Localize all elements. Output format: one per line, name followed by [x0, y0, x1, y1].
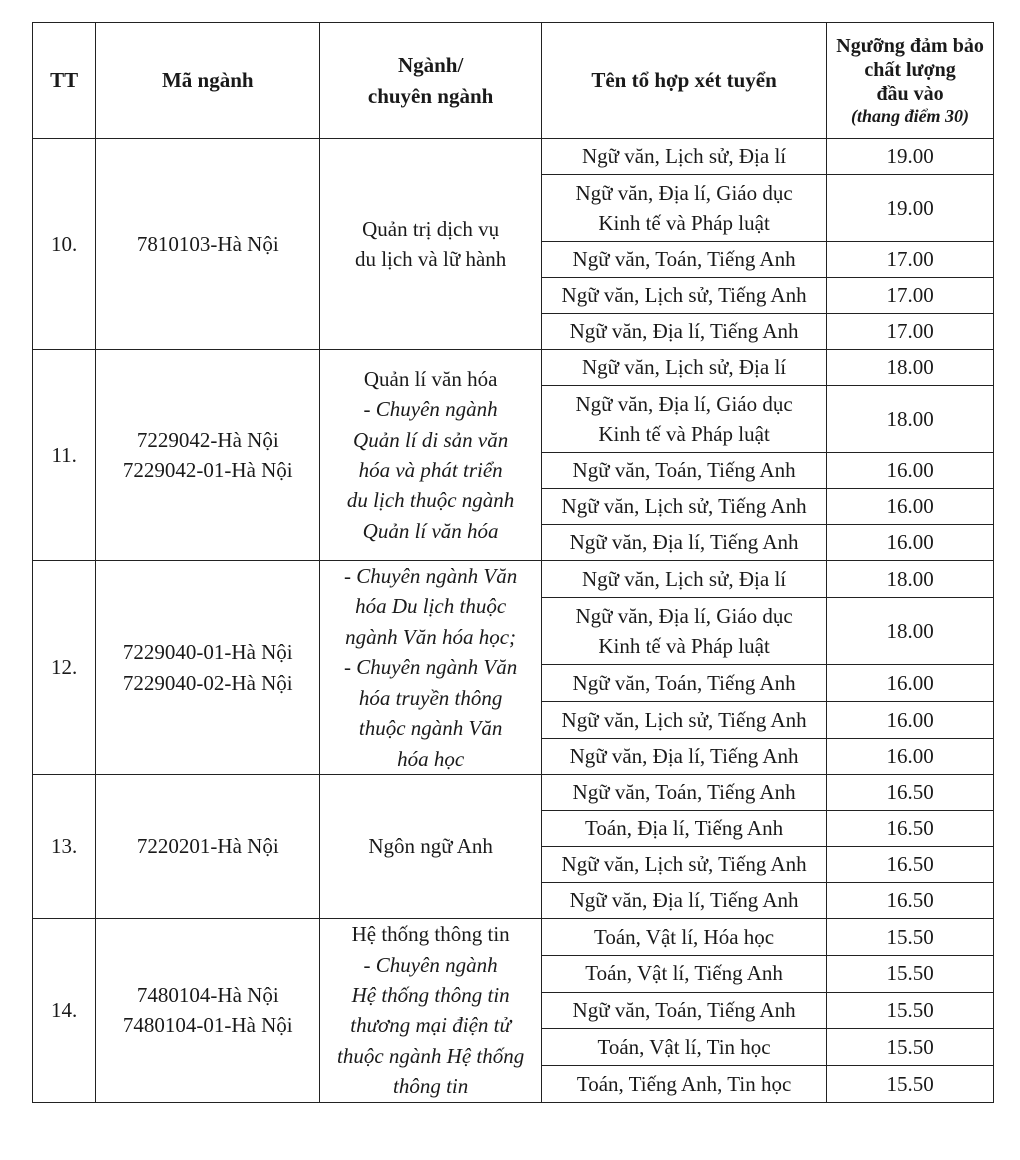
subject-combination: [542, 453, 827, 489]
subject-combination: [542, 525, 827, 561]
major-code: 7229040-01-Hà Nội: [122, 640, 293, 665]
major-name-cell: [320, 139, 542, 350]
subject-combination-line: Ngữ văn, Toán, Tiếng Anh: [572, 671, 796, 696]
subject-combination: [542, 597, 827, 665]
threshold-score: 15.50: [827, 1065, 994, 1102]
major-name-line: thuộc ngành Văn: [358, 716, 503, 741]
header-score-line2: chất lượng: [864, 58, 956, 81]
subject-combination: [542, 919, 827, 956]
row-number: 12.: [33, 561, 96, 775]
subject-combination: [542, 992, 827, 1029]
threshold-score: 18.00: [827, 597, 994, 665]
table-body: [33, 139, 994, 1103]
subject-combination: [542, 702, 827, 739]
header-tt: TT: [33, 23, 96, 139]
subject-combination: [542, 489, 827, 525]
admissions-table: [32, 22, 994, 1103]
subject-combination-line: Ngữ văn, Lịch sử, Tiếng Anh: [561, 852, 807, 877]
subject-combination-line: Ngữ văn, Địa lí, Giáo dục: [575, 180, 793, 205]
subject-combination: [542, 175, 827, 242]
subject-combination: [542, 883, 827, 919]
subject-combination-line: Toán, Địa lí, Tiếng Anh: [585, 816, 784, 841]
header-score-line3: đầu vào: [876, 82, 944, 105]
subject-combination: [542, 350, 827, 386]
subject-combination: [542, 1065, 827, 1102]
threshold-score: 16.00: [827, 702, 994, 739]
major-name-line: Ngôn ngữ Anh: [368, 834, 493, 859]
major-code-cell: [96, 139, 320, 350]
subject-combination-line: Kinh tế và Pháp luật: [598, 422, 770, 446]
major-code: 7480104-Hà Nội: [136, 982, 279, 1007]
row-number: 10.: [33, 139, 96, 350]
major-code-cell: [96, 350, 320, 561]
header-major-line1: Ngành/: [397, 53, 464, 78]
major-name-line: - Chuyên ngành: [363, 952, 498, 977]
subject-combination-line: Ngữ văn, Địa lí, Giáo dục: [575, 603, 793, 628]
subject-combination: [542, 847, 827, 883]
subject-combination: [542, 314, 827, 350]
threshold-score: 16.50: [827, 883, 994, 919]
subject-combination-line: Ngữ văn, Toán, Tiếng Anh: [572, 998, 796, 1023]
header-major-line2: chuyên ngành: [367, 83, 494, 108]
major-code: 7480104-01-Hà Nội: [122, 1013, 293, 1038]
threshold-score: 16.00: [827, 665, 994, 702]
major-name-line: - Chuyên ngành: [363, 397, 498, 422]
subject-combination-line: Toán, Vật lí, Hóa học: [594, 924, 775, 949]
row-number: 13.: [33, 775, 96, 919]
subject-combination-line: Toán, Tiếng Anh, Tin học: [576, 1071, 792, 1096]
major-name-line: du lịch thuộc ngành: [346, 488, 515, 513]
subject-combination-line: Ngữ văn, Địa lí, Tiếng Anh: [569, 744, 799, 769]
major-code: 7229042-Hà Nội: [136, 427, 279, 452]
threshold-score: 16.50: [827, 847, 994, 883]
major-name-line: hóa và phát triển: [358, 458, 503, 482]
subject-combination-line: Ngữ văn, Địa lí, Giáo dục: [575, 391, 793, 416]
subject-combination-line: Ngữ văn, Lịch sử, Tiếng Anh: [561, 283, 807, 308]
threshold-score: 15.50: [827, 1029, 994, 1066]
threshold-score: 15.50: [827, 919, 994, 956]
subject-combination: [542, 738, 827, 775]
major-code-cell: [96, 561, 320, 775]
major-code: 7229040-02-Hà Nội: [122, 670, 293, 695]
subject-combination: [542, 955, 827, 992]
subject-combination: [542, 665, 827, 702]
table-row: [33, 139, 994, 175]
threshold-score: 15.50: [827, 955, 994, 992]
major-name-line: Quản lí văn hóa: [363, 366, 498, 391]
subject-combination-line: Ngữ văn, Lịch sử, Tiếng Anh: [561, 494, 807, 519]
major-name-line: Hệ thống thông tin: [351, 982, 510, 1007]
major-name-line: Hệ thống thông tin: [351, 922, 510, 947]
threshold-score: 16.00: [827, 738, 994, 775]
threshold-score: 16.50: [827, 775, 994, 811]
major-name-line: thương mại điện tử: [350, 1013, 511, 1038]
threshold-score: 18.00: [827, 350, 994, 386]
major-code-cell: [96, 775, 320, 919]
header-score-line1: Ngưỡng đảm bảo: [836, 34, 984, 57]
major-name-line: Quản lí di sản văn: [353, 427, 509, 452]
subject-combination-line: Toán, Vật lí, Tiếng Anh: [585, 961, 783, 986]
subject-combination-line: Ngữ văn, Lịch sử, Địa lí: [581, 144, 787, 169]
major-code: 7220201-Hà Nội: [136, 834, 279, 859]
header-combo: Tên tổ hợp xét tuyển: [542, 23, 827, 139]
row-number: 11.: [33, 350, 96, 561]
subject-combination-line: Ngữ văn, Địa lí, Tiếng Anh: [569, 530, 799, 555]
major-name-cell: [320, 775, 542, 919]
threshold-score: 16.00: [827, 489, 994, 525]
threshold-score: 16.50: [827, 811, 994, 847]
major-name-line: hóa truyền thông: [358, 685, 503, 710]
threshold-score: 17.00: [827, 314, 994, 350]
threshold-score: 16.00: [827, 453, 994, 489]
subject-combination-line: Ngữ văn, Địa lí, Tiếng Anh: [569, 319, 799, 344]
threshold-score: 15.50: [827, 992, 994, 1029]
header-major: [320, 23, 542, 139]
threshold-score: 18.00: [827, 561, 994, 598]
major-name-line: hóa Du lịch thuộc: [355, 594, 507, 619]
header-code: Mã ngành: [96, 23, 320, 139]
threshold-score: 19.00: [827, 175, 994, 242]
major-name-line: Quản trị dịch vụ: [362, 216, 500, 241]
subject-combination: [542, 242, 827, 278]
major-name-line: du lịch và lữ hành: [354, 247, 507, 271]
threshold-score: 17.00: [827, 278, 994, 314]
subject-combination-line: Ngữ văn, Lịch sử, Địa lí: [581, 566, 787, 591]
subject-combination: [542, 811, 827, 847]
major-name-line: ngành Văn hóa học;: [345, 624, 517, 649]
table-row: [33, 775, 994, 811]
table-row: [33, 561, 994, 598]
subject-combination-line: Kinh tế và Pháp luật: [598, 211, 770, 235]
major-name-line: thông tin: [392, 1074, 469, 1099]
subject-combination: [542, 775, 827, 811]
row-number: 14.: [33, 919, 96, 1103]
subject-combination-line: Ngữ văn, Lịch sử, Địa lí: [581, 355, 787, 380]
major-code: 7810103-Hà Nội: [136, 231, 279, 256]
major-name-line: thuộc ngành Hệ thống: [337, 1043, 525, 1068]
threshold-score: 19.00: [827, 139, 994, 175]
subject-combination: [542, 278, 827, 314]
major-code-cell: [96, 919, 320, 1103]
header-score-scale: (thang điểm 30): [851, 105, 970, 126]
header-row: [33, 23, 994, 139]
major-code: 7229042-01-Hà Nội: [122, 458, 293, 482]
major-name-cell: [320, 350, 542, 561]
major-name-cell: [320, 561, 542, 775]
table-row: [33, 350, 994, 386]
subject-combination: [542, 386, 827, 453]
major-name-cell: [320, 919, 542, 1103]
major-name-line: - Chuyên ngành Văn: [344, 564, 518, 588]
subject-combination: [542, 139, 827, 175]
subject-combination-line: Ngữ văn, Toán, Tiếng Anh: [572, 247, 796, 272]
table-row: [33, 919, 994, 956]
subject-combination-line: Ngữ văn, Địa lí, Tiếng Anh: [569, 888, 799, 913]
subject-combination-line: Ngữ văn, Toán, Tiếng Anh: [572, 780, 796, 805]
header-score: [827, 23, 994, 139]
major-name-line: Quản lí văn hóa: [362, 518, 499, 543]
subject-combination-line: Kinh tế và Pháp luật: [598, 634, 770, 658]
subject-combination-line: Toán, Vật lí, Tin học: [597, 1034, 771, 1059]
threshold-score: 18.00: [827, 386, 994, 453]
subject-combination-line: Ngữ văn, Lịch sử, Tiếng Anh: [561, 707, 807, 732]
major-name-line: - Chuyên ngành Văn: [344, 655, 518, 680]
threshold-score: 16.00: [827, 525, 994, 561]
subject-combination-line: Ngữ văn, Toán, Tiếng Anh: [572, 458, 796, 483]
subject-combination: [542, 561, 827, 598]
subject-combination: [542, 1029, 827, 1066]
major-name-line: hóa học: [397, 746, 465, 771]
threshold-score: 17.00: [827, 242, 994, 278]
